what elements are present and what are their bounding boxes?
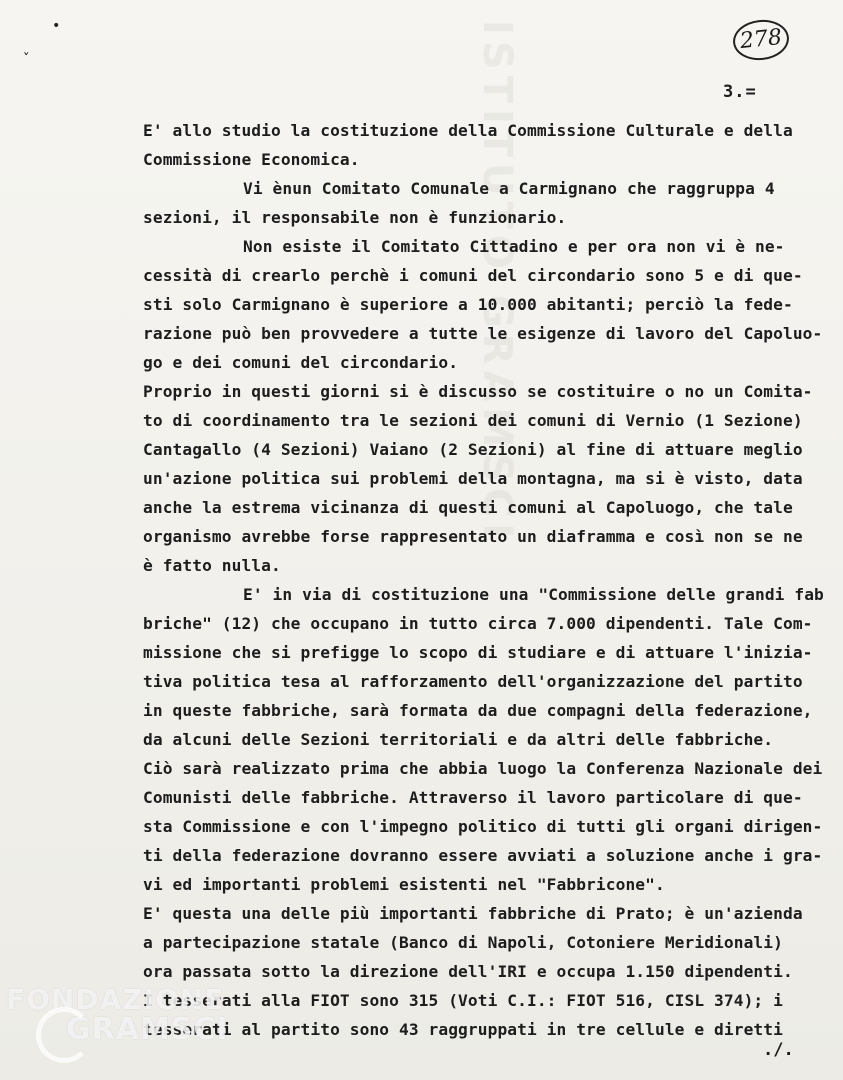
body-line: sta Commissione e con l'impegno politico di tutti gli organi dirigen- bbox=[143, 817, 823, 836]
ink-speck: ˇ bbox=[22, 52, 31, 68]
body-line: Ciò sarà realizzato prima che abbia luogo la Conferenza Nazionale dei bbox=[143, 759, 823, 778]
body-line: Proprio in questi giorni si è discusso se costituire o no un Comita- bbox=[143, 382, 813, 401]
continuation-mark: ./. bbox=[763, 1040, 794, 1060]
body-line: cessità di crearlo perchè i comuni del circondario sono 5 e di que- bbox=[143, 266, 803, 285]
body-line: tiva politica tesa al rafforzamento dell'organizzazione del partito bbox=[143, 672, 803, 691]
body-line: è fatto nulla. bbox=[143, 556, 281, 575]
body-line: anche la estrema vicinanza di questi comuni al Capoluogo, che tale bbox=[143, 498, 793, 517]
body-line: ora passata sotto la direzione dell'IRI e occupa 1.150 dipendenti. bbox=[143, 962, 793, 981]
body-line: a partecipazione statale (Banco di Napoli, Cotoniere Meridionali) bbox=[143, 933, 783, 952]
body-line: sti solo Carmignano è superiore a 10.000 abitanti; perciò la fede- bbox=[143, 295, 793, 314]
body-line: razione può ben provvedere a tutte le esigenze di lavoro del Capoluo- bbox=[143, 324, 823, 343]
body-line: ti della federazione dovranno essere avviati a soluzione anche i gra- bbox=[143, 846, 823, 865]
ink-speck: • bbox=[52, 18, 61, 34]
body-line: E' in via di costituzione una "Commissione delle grandi fab bbox=[243, 585, 824, 604]
body-line: Non esiste il Comitato Cittadino e per ora non vi è ne- bbox=[243, 237, 785, 256]
body-line: briche" (12) che occupano in tutto circa 7.000 dipendenti. Tale Com- bbox=[143, 614, 813, 633]
body-line: organismo avrebbe forse rappresentato un diaframma e così non se ne bbox=[143, 527, 803, 546]
body-line: Commissione Economica. bbox=[143, 150, 360, 169]
body-line: vi ed importanti problemi esistenti nel "Fabbricone". bbox=[143, 875, 665, 894]
body-line: Vi ènun Comitato Comunale a Carmignano che raggruppa 4 bbox=[243, 179, 775, 198]
body-line: Cantagallo (4 Sezioni) Vaiano (2 Sezioni) al fine di attuare meglio bbox=[143, 440, 803, 459]
body-line: E' questa una delle più importanti fabbriche di Prato; è un'azienda bbox=[143, 904, 803, 923]
body-line: go e dei comuni del circondario. bbox=[143, 353, 459, 372]
body-line: tesserati al partito sono 43 raggruppati in tre cellule e diretti bbox=[143, 1020, 783, 1039]
body-line: Comunisti delle fabbriche. Attraverso il lavoro particolare di que- bbox=[143, 788, 803, 807]
body-line: da alcuni delle Sezioni territoriali e da altri delle fabbriche. bbox=[143, 730, 774, 749]
body-line: missione che si prefigge lo scopo di studiare e di attuare l'inizia- bbox=[143, 643, 813, 662]
body-line: sezioni, il responsabile non è funzionario. bbox=[143, 208, 567, 227]
page-number: 3.= bbox=[723, 82, 757, 102]
watermark-line-2: GRAMSCI bbox=[66, 1012, 229, 1047]
archive-background-mark: ISTITUTO GRAMSCI bbox=[474, 20, 520, 545]
body-line: un'azione politica sui problemi della montagna, ma si è visto, data bbox=[143, 469, 803, 488]
body-line: E' allo studio la costituzione della Commissione Culturale e della bbox=[143, 121, 793, 140]
body-line: in queste fabbriche, sarà formata da due compagni della federazione, bbox=[143, 701, 813, 720]
fondazione-gramsci-watermark bbox=[6, 985, 229, 1045]
watermark-line-1: FONDAZIONE bbox=[6, 983, 225, 1016]
body-line: to di coordinamento tra le sezioni dei comuni di Vernio (1 Sezione) bbox=[143, 411, 803, 430]
body-line: I tesserati alla FIOT sono 315 (Voti C.I.: FIOT 516, CISL 374); i bbox=[143, 991, 783, 1010]
typewritten-body bbox=[143, 116, 833, 1044]
folio-number-stamp: 278 bbox=[731, 17, 791, 63]
watermark-logo-icon bbox=[36, 1007, 92, 1063]
